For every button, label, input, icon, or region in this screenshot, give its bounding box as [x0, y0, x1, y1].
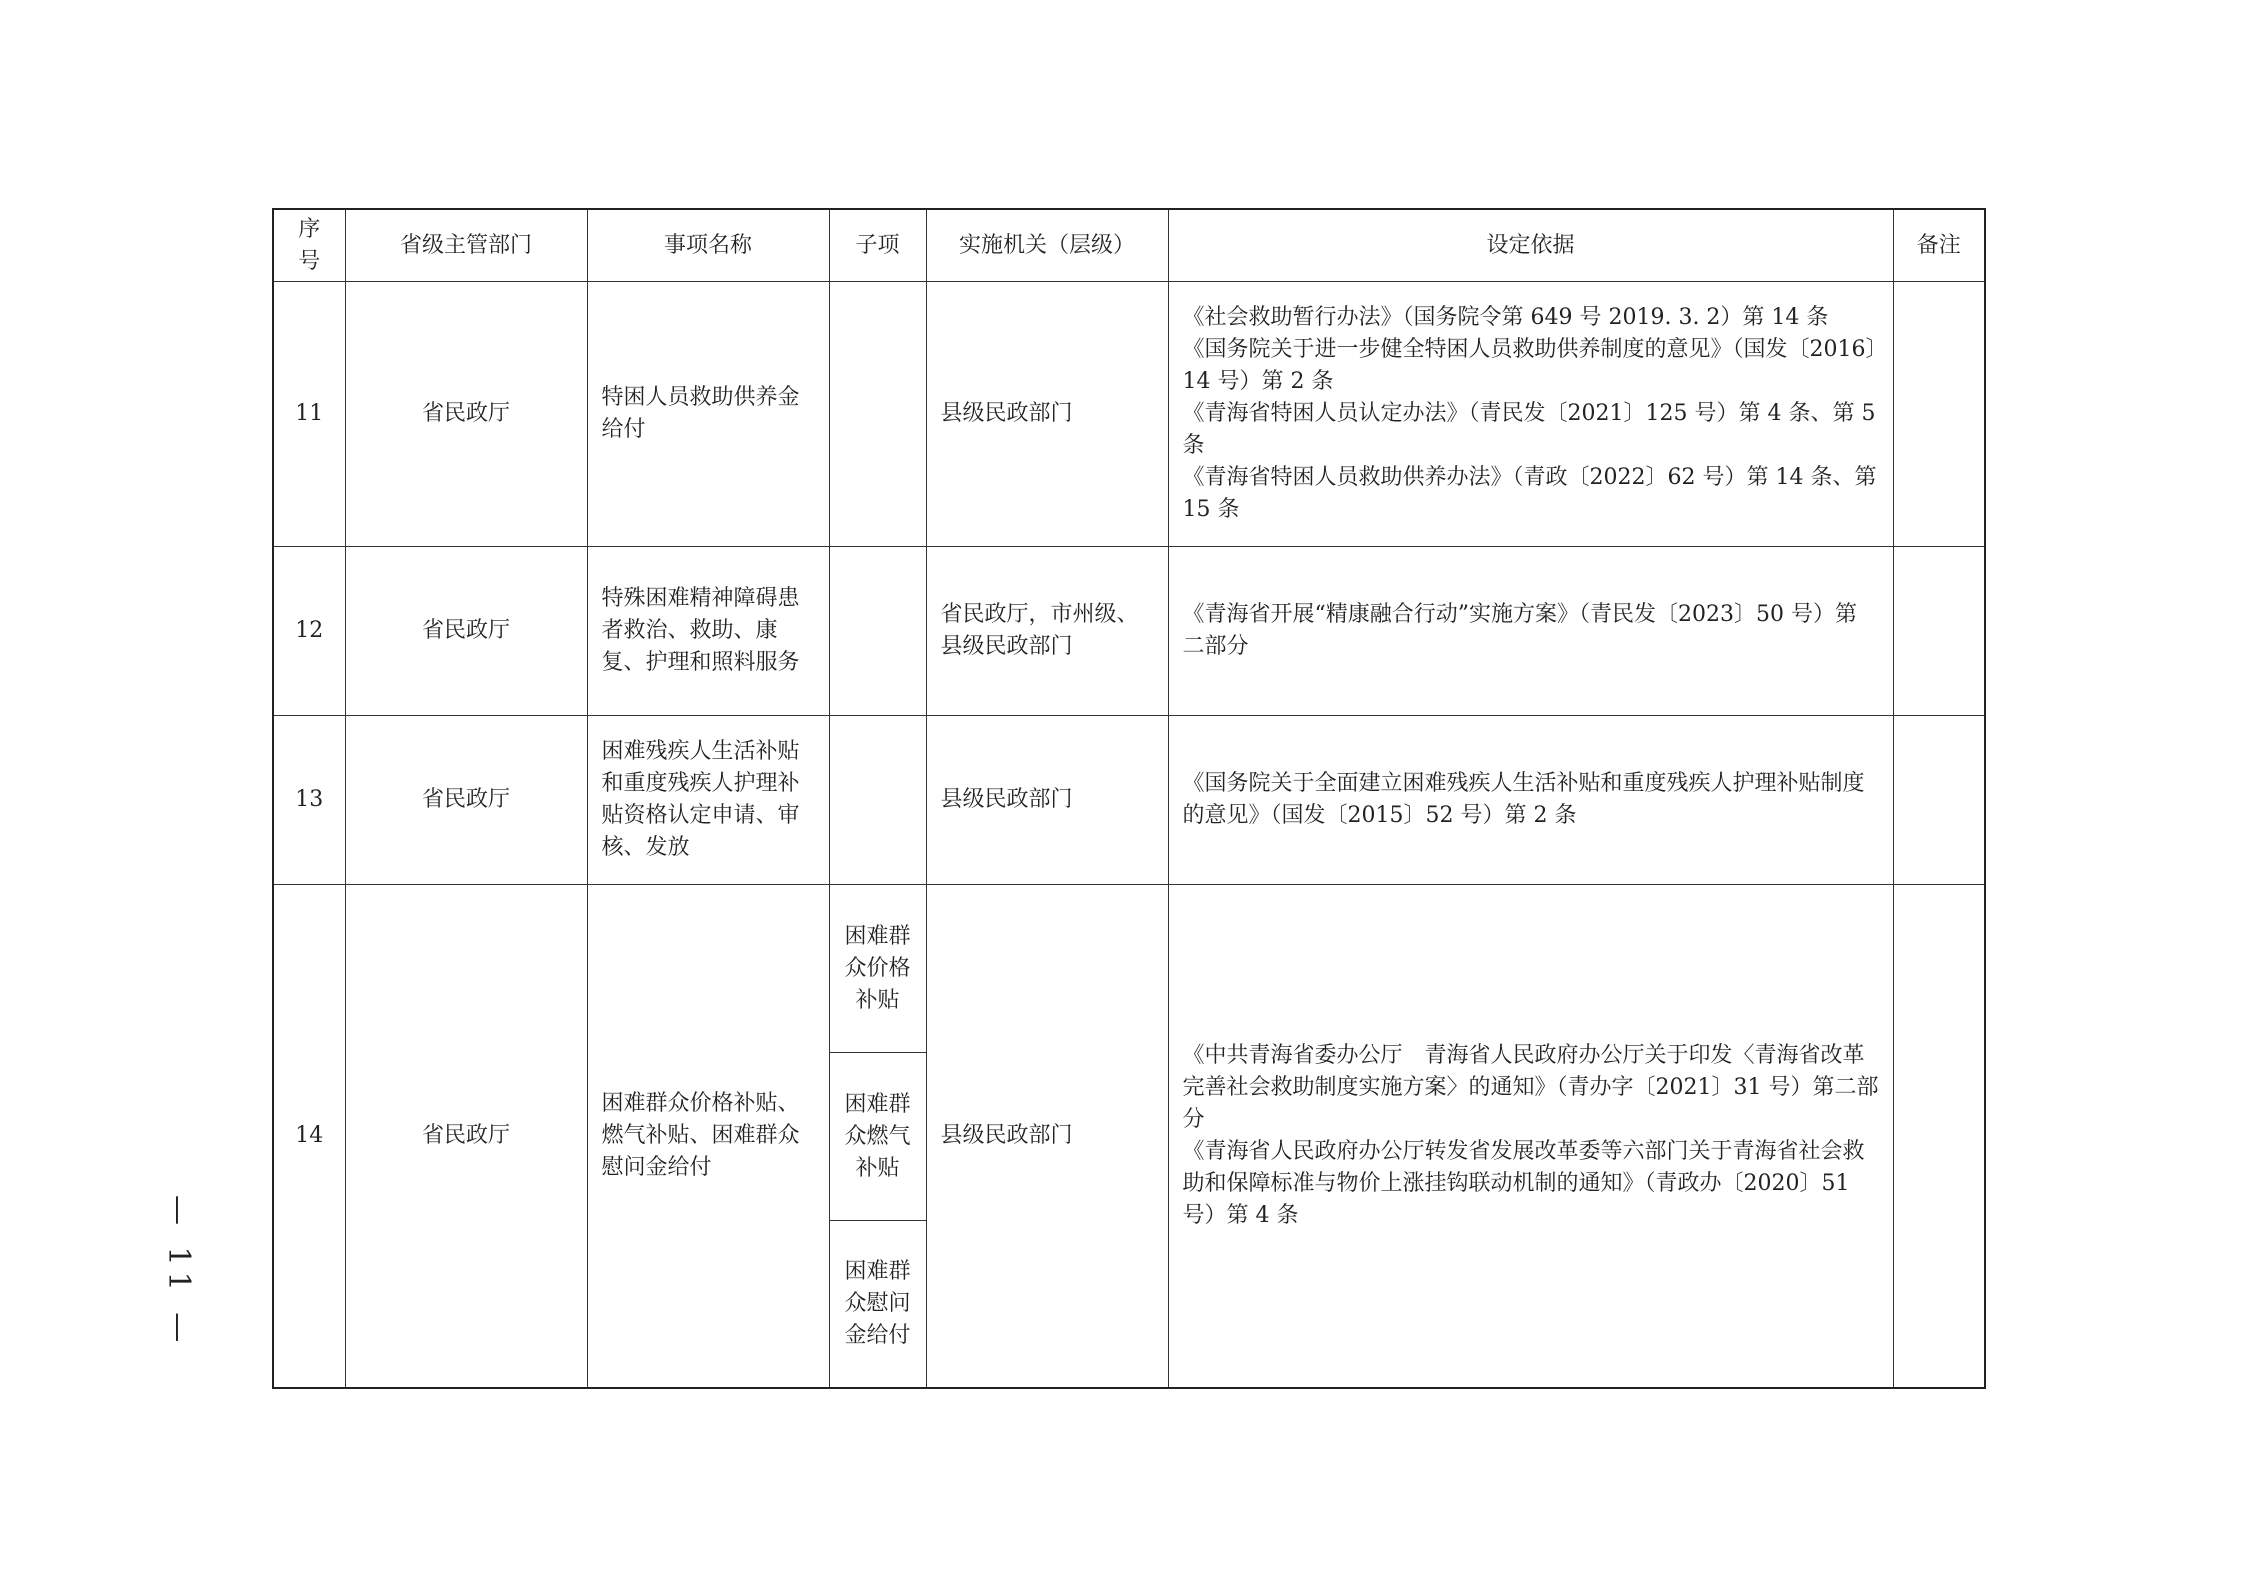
- basis-line: 《社会救助暂行办法》（国务院令第 649 号 2019. 3. 2）第 14 条: [1182, 305, 1829, 330]
- cell-agency: 县级民政部门: [926, 716, 1168, 885]
- table-row: [273, 547, 1985, 716]
- cell-dept: 省民政厅: [345, 282, 587, 547]
- cell-basis: [1168, 885, 1893, 1389]
- basis-line: 《中共青海省委办公厅 青海省人民政府办公厅关于印发〈青海省改革完善社会救助制度实施方案〉的通知》（青办字〔2021〕31 号）第二部分: [1182, 1043, 1879, 1132]
- cell-agency: 县级民政部门: [926, 282, 1168, 547]
- cell-note: [1893, 547, 1985, 716]
- items-table: [272, 208, 1986, 1389]
- cell-basis: [1168, 716, 1893, 885]
- table-header-row: [273, 209, 1985, 282]
- cell-basis: [1168, 282, 1893, 547]
- cell-item: 困难残疾人生活补贴和重度残疾人护理补贴资格认定申请、审核、发放: [587, 716, 829, 885]
- cell-no: 11: [273, 282, 345, 547]
- cell-note: [1893, 885, 1985, 1389]
- basis-line: 《青海省特困人员认定办法》（青民发〔2021〕125 号）第 4 条、第 5 条: [1182, 401, 1876, 458]
- header-note: 备注: [1893, 209, 1985, 282]
- table-row: [273, 282, 1985, 547]
- cell-sub: [829, 716, 926, 885]
- basis-line: 《国务院关于进一步健全特困人员救助供养制度的意见》（国发〔2016〕14 号）第 2 条: [1182, 337, 1877, 394]
- cell-sub: [829, 282, 926, 547]
- basis-line: 《青海省开展“精康融合行动”实施方案》（青民发〔2023〕50 号）第二部分: [1182, 602, 1857, 659]
- basis-line: 《青海省特困人员救助供养办法》（青政〔2022〕62 号）第 14 条、第 15 条: [1182, 465, 1877, 522]
- cell-item: 特殊困难精神障碍患者救治、救助、康复、护理和照料服务: [587, 547, 829, 716]
- basis-line: 《国务院关于全面建立困难残疾人生活补贴和重度残疾人护理补贴制度的意见》（国发〔2015〕52 号）第 2 条: [1182, 771, 1865, 828]
- header-dept: 省级主管部门: [345, 209, 587, 282]
- header-agency: 实施机关（层级）: [926, 209, 1168, 282]
- cell-item: 困难群众价格补贴、燃气补贴、困难群众慰问金给付: [587, 885, 829, 1389]
- cell-item: 特困人员救助供养金给付: [587, 282, 829, 547]
- cell-sub: 困难群众燃气补贴: [829, 1053, 926, 1221]
- cell-dept: 省民政厅: [345, 547, 587, 716]
- cell-sub: 困难群众价格补贴: [829, 885, 926, 1053]
- cell-sub: [829, 547, 926, 716]
- header-basis: 设定依据: [1168, 209, 1893, 282]
- cell-sub: 困难群众慰问金给付: [829, 1221, 926, 1389]
- header-item: 事项名称: [587, 209, 829, 282]
- header-no: 序号: [273, 209, 345, 282]
- cell-no: 14: [273, 885, 345, 1389]
- table-row: [273, 716, 1985, 885]
- cell-no: 13: [273, 716, 345, 885]
- cell-agency: 省民政厅，市州级、县级民政部门: [926, 547, 1168, 716]
- basis-line: 《青海省人民政府办公厅转发省发展改革委等六部门关于青海省社会救助和保障标准与物价上涨挂钩联动机制的通知》（青政办〔2020〕51 号）第 4 条: [1182, 1139, 1865, 1228]
- cell-note: [1893, 282, 1985, 547]
- table-row: [273, 885, 1985, 1053]
- cell-agency: 县级民政部门: [926, 885, 1168, 1389]
- cell-basis: [1168, 547, 1893, 716]
- cell-note: [1893, 716, 1985, 885]
- cell-dept: 省民政厅: [345, 716, 587, 885]
- page-number: — 11 —: [161, 1195, 196, 1349]
- cell-dept: 省民政厅: [345, 885, 587, 1389]
- cell-no: 12: [273, 547, 345, 716]
- header-sub: 子项: [829, 209, 926, 282]
